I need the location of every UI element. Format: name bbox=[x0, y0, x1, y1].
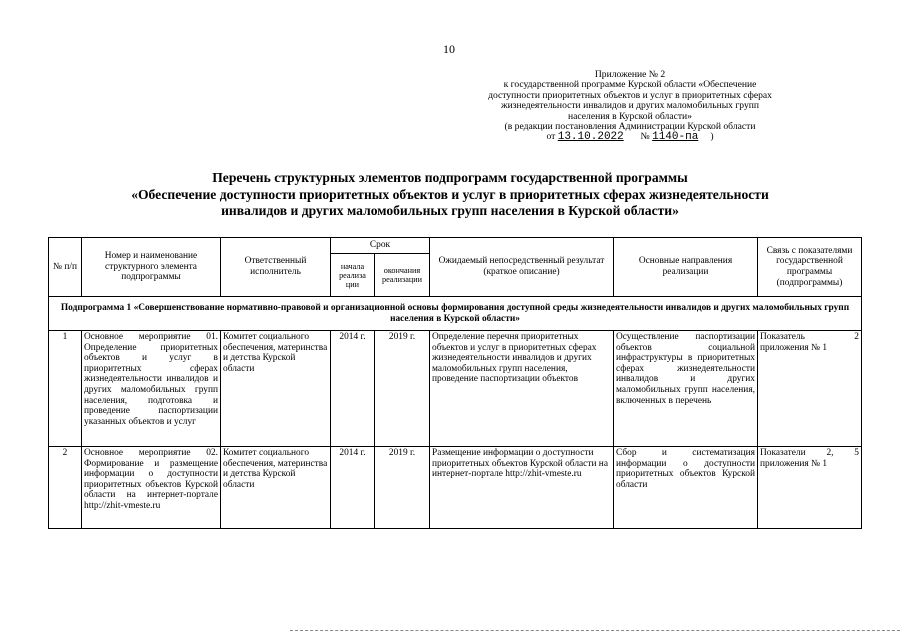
row-result: Размещение информации о доступности приоритетных объектов Курской области на интернет-портале http://zhit-vmeste.ru bbox=[430, 447, 614, 529]
header-end: окончания реализации bbox=[375, 254, 430, 297]
header-directions: Основные направления реализации bbox=[614, 238, 758, 297]
row-executor: Комитет социального обеспечения, материнства и детства Курской области bbox=[221, 331, 331, 447]
appendix-line: к государственной программе Курской области «Обеспечение bbox=[503, 79, 757, 91]
appendix-line: (в редакции постановления Администрации Курской области bbox=[504, 121, 756, 133]
date-prefix: от bbox=[546, 131, 556, 143]
row-start: 2014 г. bbox=[331, 447, 375, 529]
appendix-line: населения в Курской области» bbox=[568, 110, 692, 122]
header-result: Ожидаемый непосредственный результат (краткое описание) bbox=[430, 238, 614, 297]
number-prefix: № bbox=[640, 131, 650, 143]
title-line: инвалидов и других маломобильных групп населения в Курской области» bbox=[221, 203, 679, 218]
decree-date: 13.10.2022 bbox=[557, 131, 624, 144]
row-link: Показатель 2 приложения № 1 bbox=[758, 331, 862, 447]
row-element: Основное мероприятие 01. Определение приоритетных объектов и услуг в приоритетных сферах жизнедеятельности инвалидов и других маломобильных групп населения, подготовка и проведение паспортизации указанных объектов и услуг bbox=[82, 331, 221, 447]
row-result: Определение перечня приоритетных объектов и услуг в приоритетных сферах жизнедеятельности инвалидов и других маломобильных групп населения, проведение паспортизации объектов bbox=[430, 331, 614, 447]
title-line: «Обеспечение доступности приоритетных объектов и услуг в приоритетных сферах жизнедеятельности bbox=[131, 186, 769, 202]
header-element: Номер и наименование структурного элемента подпрограммы bbox=[82, 238, 221, 297]
row-directions: Осуществление паспортизации объектов социальной инфраструктуры в приоритетных сферах жизнедеятельности инвалидов и других маломобильных групп населения, включенных в перечень bbox=[614, 331, 758, 447]
page-number: 10 bbox=[443, 42, 455, 56]
row-start: 2014 г. bbox=[331, 331, 375, 447]
header-row bbox=[49, 238, 862, 254]
scan-artifact-line bbox=[290, 630, 900, 633]
appendix-block bbox=[462, 70, 798, 143]
header-executor: Ответственный исполнитель bbox=[221, 238, 331, 297]
subprogram-title: Подпрограмма 1 «Совершенствование нормативно-правовой и организационной основы формирования доступной среды жизнедеятельности инвалидов и других маломобильных групп населения в Курской области» bbox=[49, 297, 862, 331]
structural-elements-table bbox=[48, 237, 862, 529]
row-directions: Сбор и систематизация информации о доступности приоритетных объектов Курской области bbox=[614, 447, 758, 529]
row-end: 2019 г. bbox=[375, 447, 430, 529]
document-title bbox=[40, 170, 860, 220]
appendix-line: жизнедеятельности инвалидов и других маломобильных групп bbox=[500, 100, 760, 112]
subprogram-row bbox=[49, 297, 862, 331]
header-term: Срок bbox=[331, 238, 430, 254]
row-link: Показатели 2, 5 приложения № 1 bbox=[758, 447, 862, 529]
header-link: Связь с показателями государственной программы (подпрограммы) bbox=[758, 238, 862, 297]
closing-paren: ) bbox=[710, 131, 714, 143]
decree-number: 1140-па bbox=[652, 131, 699, 144]
decree-date-line bbox=[462, 132, 798, 142]
appendix-line: доступности приоритетных объектов и услуг в приоритетных сферах bbox=[488, 89, 772, 101]
header-num: № п/п bbox=[49, 238, 82, 297]
header-start: начала реализа ции bbox=[331, 254, 375, 297]
row-executor: Комитет социального обеспечения, материнства и детства Курской области bbox=[221, 447, 331, 529]
table-row bbox=[49, 447, 862, 529]
table-row bbox=[49, 331, 862, 447]
row-num: 1 bbox=[49, 331, 82, 447]
row-num: 2 bbox=[49, 447, 82, 529]
appendix-line: Приложение № 2 bbox=[594, 69, 666, 80]
row-end: 2019 г. bbox=[375, 331, 430, 447]
title-line: Перечень структурных элементов подпрограмм государственной программы bbox=[212, 170, 688, 185]
row-element: Основное мероприятие 02. Формирование и размещение информации о доступности приоритетных объектов Курской области на интернет-портале http://zhit-vmeste.ru bbox=[82, 447, 221, 529]
